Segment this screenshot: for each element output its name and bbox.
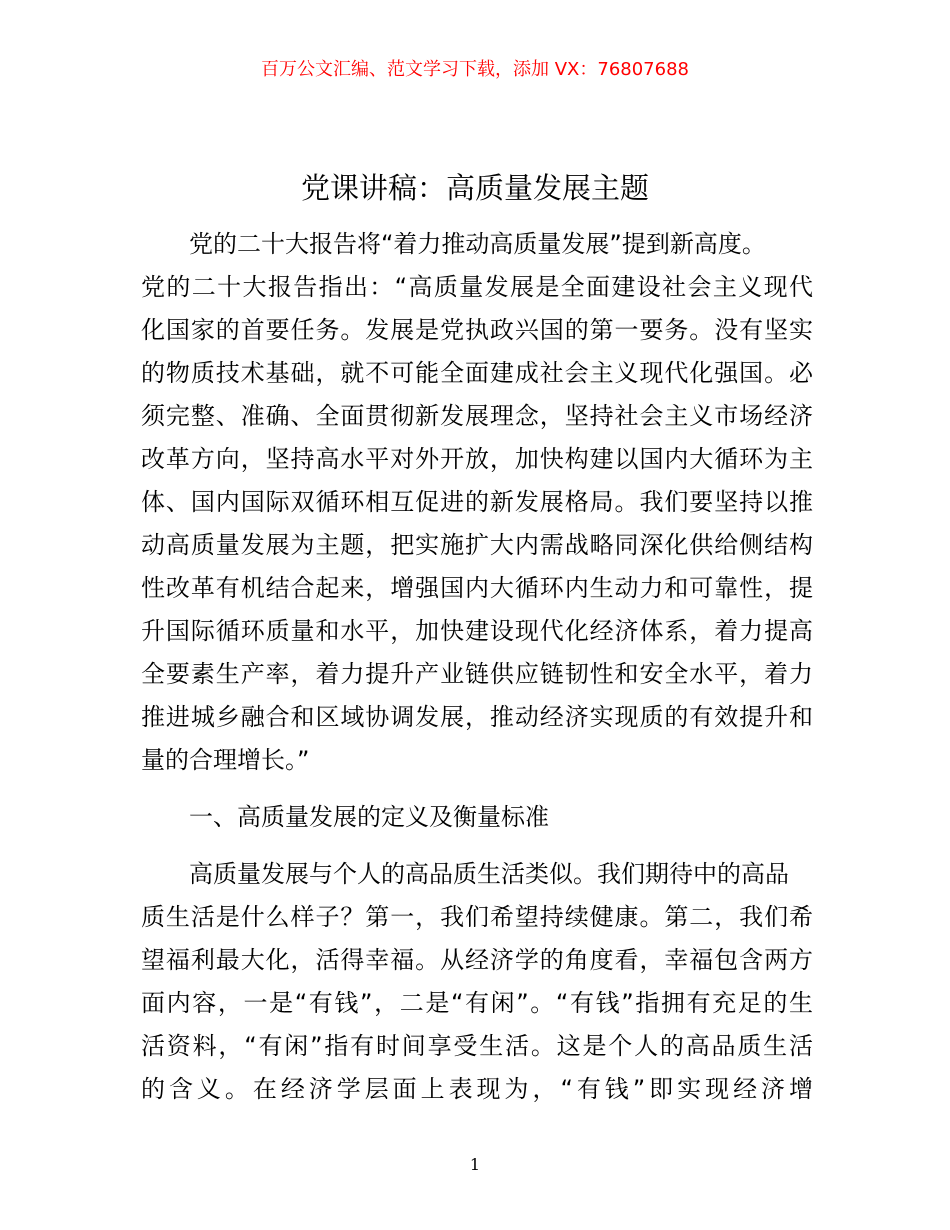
text-line: 量的合理增长。” [141,746,310,774]
document-title: 党课讲稿：高质量发展主题 [300,171,649,205]
text-line: 升国际循环质量和水平，加快建设现代化经济体系，着力提高 [141,617,813,645]
text-line: 改革方向，坚持高水平对外开放，加快构建以国内大循环为主 [141,445,813,473]
paragraph-1 [141,223,813,782]
page-number: 1 [469,1155,481,1174]
text-line: 高质量发展与个人的高品质生活类似。我们期待中的高品 [189,860,789,888]
header-banner: 百万公文汇编、范文学习下载，添加 VX：76807688 [261,59,689,80]
text-line: 党的二十大报告将“着力推动高质量发展”提到新高度。 [189,230,766,258]
text-line: 党的二十大报告指出：“高质量发展是全面建设社会主义现代 [141,273,813,301]
paragraph-2 [141,853,813,1111]
text-line: 的物质技术基础，就不可能全面建成社会主义现代化强国。必 [141,359,813,387]
text-line: 的含义。在经济学层面上表现为，“有钱”即实现经济增 [141,1075,813,1103]
text-line: 须完整、准确、全面贯彻新发展理念，坚持社会主义市场经济 [141,402,813,430]
text-line: 化国家的首要任务。发展是党执政兴国的第一要务。没有坚实 [141,316,813,344]
text-line: 动高质量发展为主题，把实施扩大内需战略同深化供给侧结构 [141,531,813,559]
text-line: 性改革有机结合起来，增强国内大循环内生动力和可靠性，提 [141,574,813,602]
text-line: 推进城乡融合和区域协调发展，推动经济实现质的有效提升和 [141,703,813,731]
text-line: 望福利最大化，活得幸福。从经济学的角度看，幸福包含两方 [141,946,813,974]
text-line: 体、国内国际双循环相互促进的新发展格局。我们要坚持以推 [141,488,813,516]
text-line: 全要素生产率，着力提升产业链供应链韧性和安全水平，着力 [141,660,813,688]
section-heading [141,796,813,839]
section-heading-text: 一、高质量发展的定义及衡量标准 [189,803,549,831]
text-line: 面内容，一是“有钱”，二是“有闲”。“有钱”指拥有充足的生 [141,989,813,1017]
text-line: 活资料，“有闲”指有时间享受生活。这是个人的高品质生活 [141,1032,813,1060]
text-line: 质生活是什么样子？第一，我们希望持续健康。第二，我们希 [141,903,813,931]
